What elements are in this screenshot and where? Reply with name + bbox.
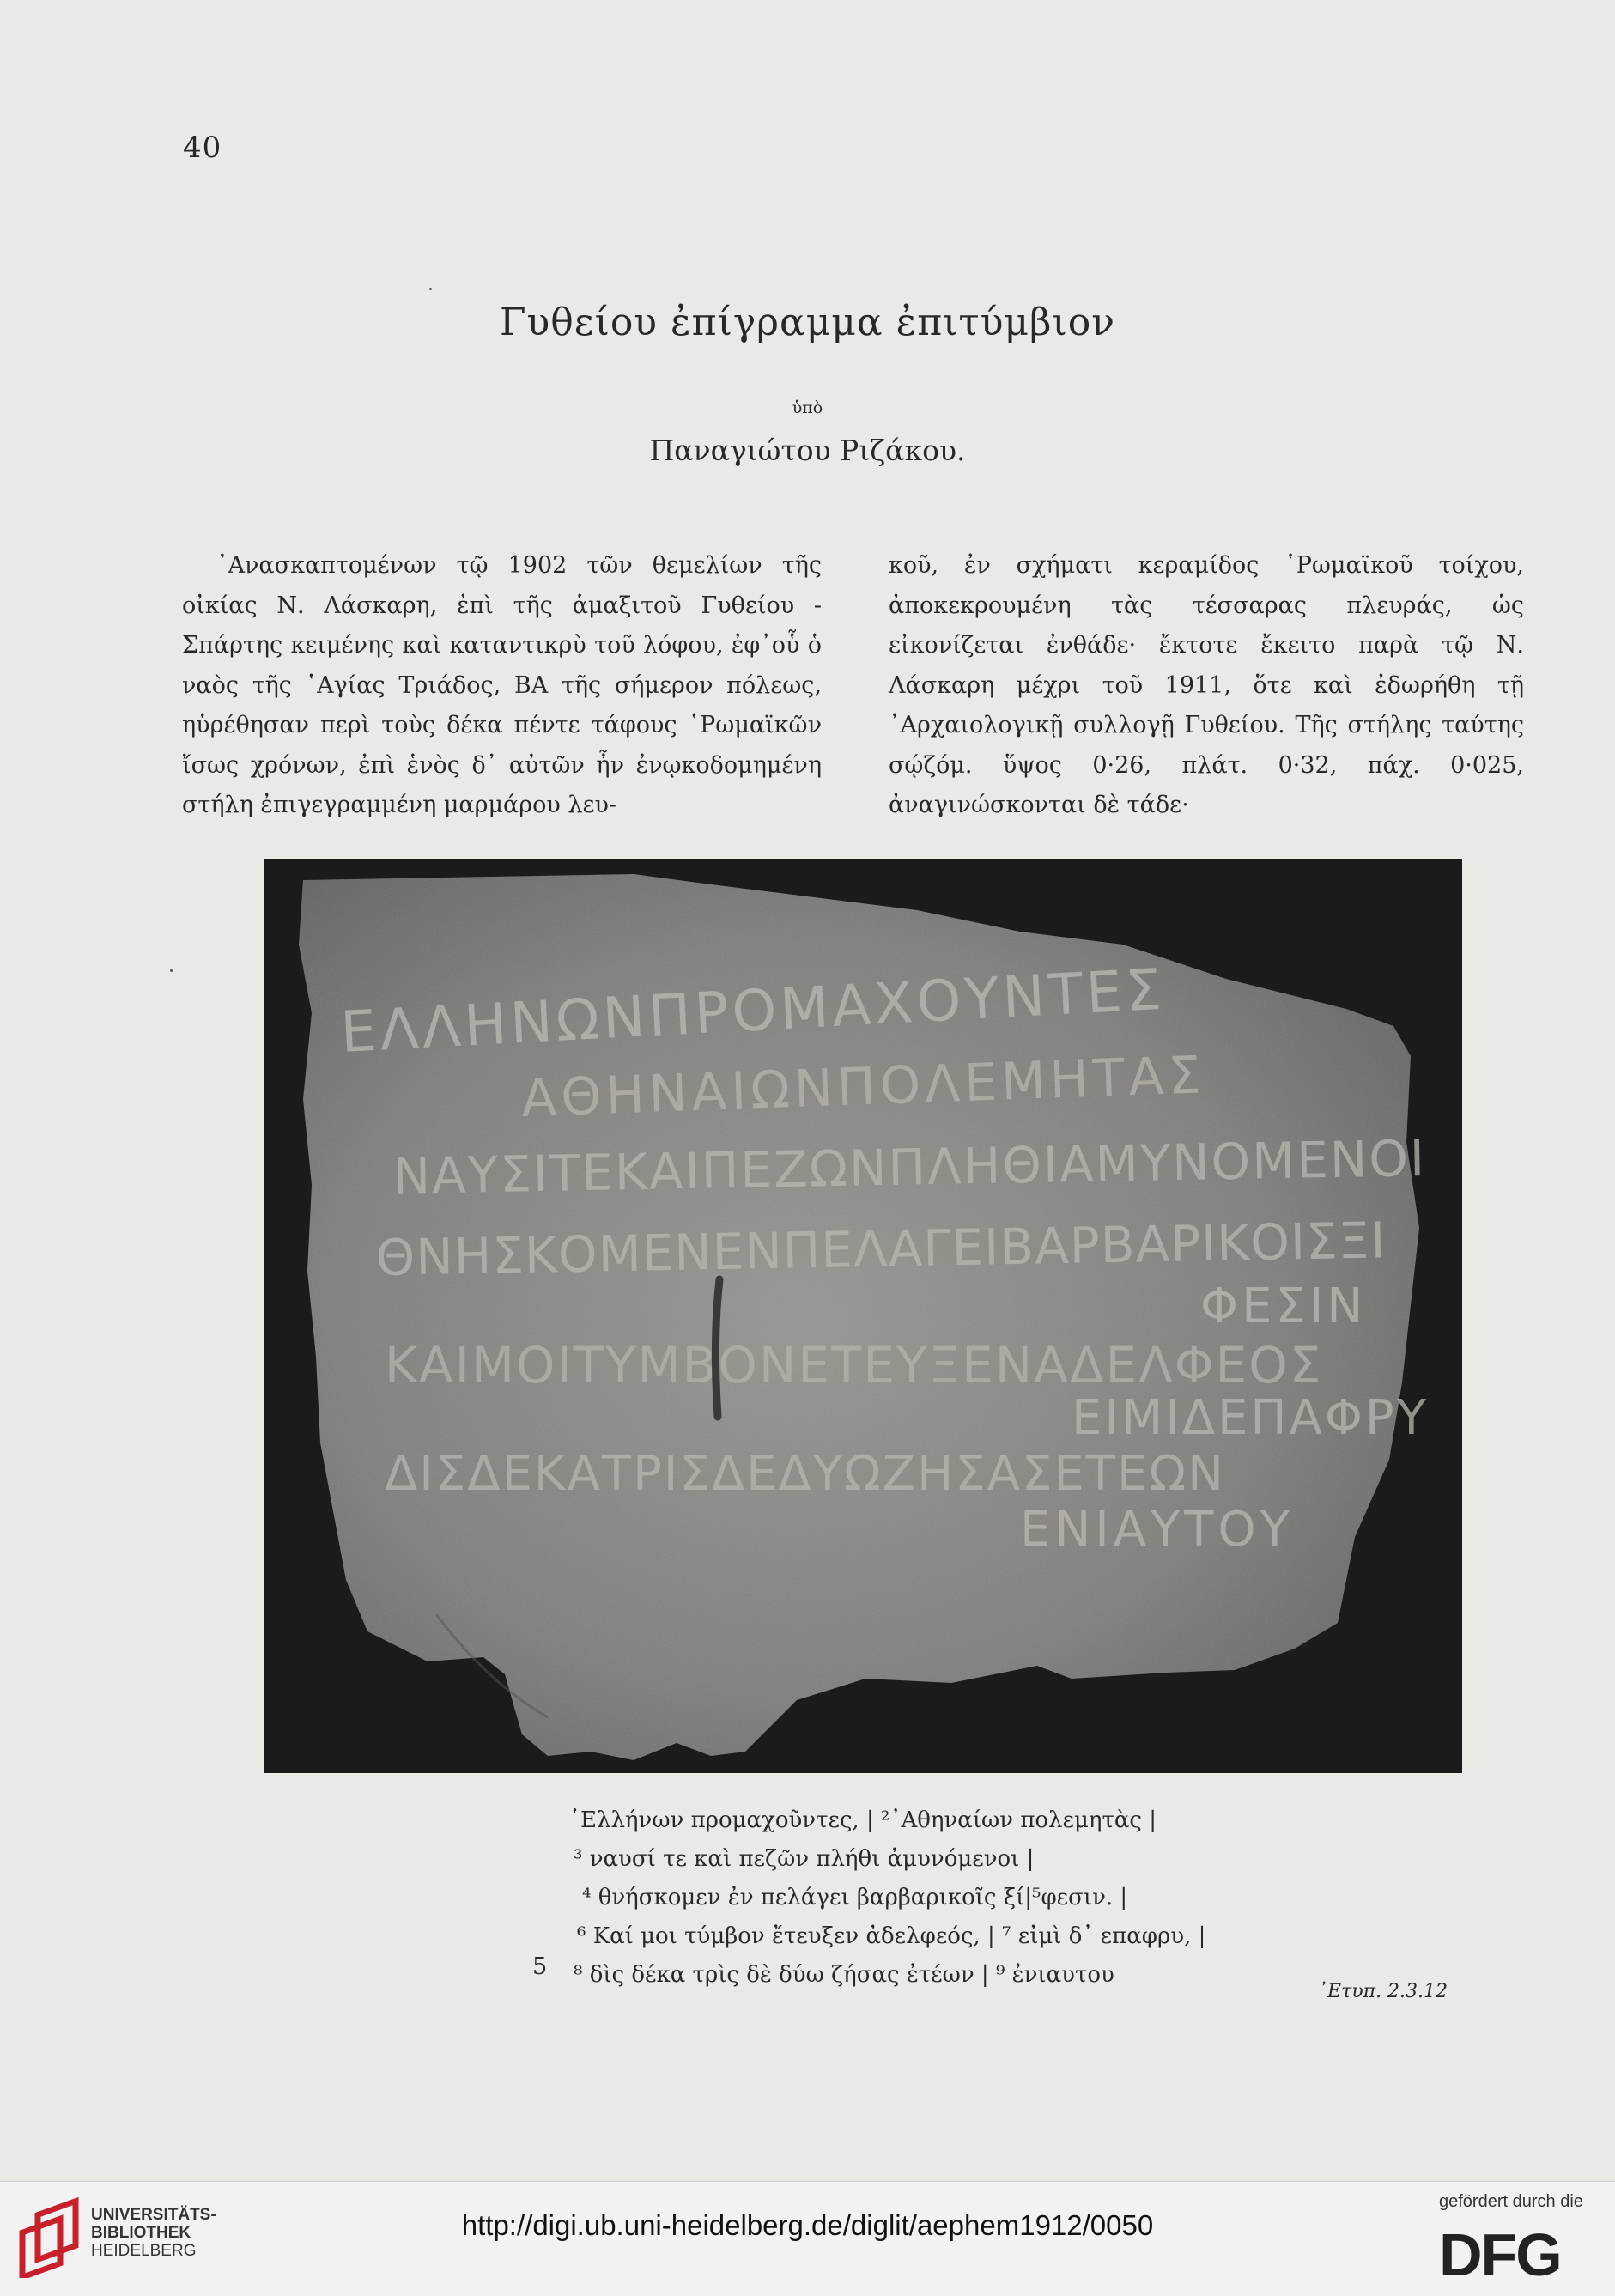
page-number: 40 [183,131,222,165]
print-speck [429,288,432,290]
print-speck [170,969,173,972]
carved-line-2: ΑΘΗΝΑΙΩΝΠΟΛΕΜΗΤΑΣ [520,1045,1206,1129]
author-name: Παναγιώτου Ριζάκου. [649,434,966,467]
digitization-url-link[interactable]: http://digi.ub.uni-heidelberg.de/diglit/aephem1912/0050 [461,2209,1154,2241]
dfg-logo-text: DFG [1439,2222,1561,2282]
library-name-line-2: BIBLIOTHEK [91,2224,191,2242]
inscription-line-2: ³ ναυσί τε καὶ πεζῶν πλήθι ἀμυνόμενοι | [574,1846,1035,1872]
inscription-photograph [264,859,1462,1773]
verse-line-number: 5 [532,1953,548,1980]
dfg-logo[interactable] [1439,2222,1589,2282]
body-text-right-column: κοῦ, ἐν σχήματι κεραμίδος ῾Ρωμαϊκοῦ τοίχου, ἀποκεκρουμένη τὰς τέσσαρας πλευράς, ὡς εἰκονίζεται ἐνθάδε· ἔκτοτε ἔκειτο παρὰ τῷ Ν. Λάσκαρη μέχρι τοῦ 1911, ὅτε καὶ ἐδωρήθη τῇ ᾿Αρχαιολογικῇ συλλογῇ Γυθείου. Τῆς στήλης ταύτης σῴζόμ. ὕψος 0·26, πλάτ. 0·32, πάχ. 0·025, ἀναγινώσκονται δὲ τάδε· [889,552,1524,818]
reference-note: ᾿Ετυπ. 2.3.12 [1318,1981,1448,2002]
stele-image [264,859,1462,1773]
inscription-line-3: ⁴ θνήσκομεν ἐν πελάγει βαρβαρικοῖς ξί|⁵φεσιν. | [582,1885,1128,1910]
inscription-line-1: ῾Ελλήνων προμαχοῦντες, | ²᾿Αθηναίων πολεμητὰς | [569,1807,1157,1833]
carved-line-1: ΕΛΛΗΝΩΝΠΡΟΜΑΧΟΥΝΤΕΣ [338,956,1167,1066]
carved-line-9: ΕΝΙΑΥΤΟΥ [1020,1502,1294,1558]
byline-preposition: ὑπὸ [792,398,823,417]
carved-line-8: ΔΙΣΔΕΚΑΤΡΙΣΔΕΔΥΩΖΗΣΑΣΕΤΕΩΝ [385,1446,1226,1502]
carved-line-7: ΕΙΜΙΔΕΠΑΦΡΥ [1072,1390,1429,1446]
body-text-left-column: ᾿Ανασκαπτομένων τῷ 1902 τῶν θεμελίων τῆς οἰκίας Ν. Λάσκαρη, ἐπὶ τῆς ἁμαξιτοῦ Γυθείου - Σπάρτης κειμένης καὶ καταντικρὺ τοῦ λόφου, ἐφ᾿οὗ ὁ ναὸς τῆς ῾Αγίας Τριάδος, ΒΑ τῆς σήμερον πόλεως, ηὑρέθησαν περὶ τοὺς δέκα πέντε τάφους ῾Ρωμαϊκῶν ἴσως χρόνων, ἐπὶ ἑνὸς δ᾿ αὐτῶν ἦν ἐνῳκοδομημένη στήλη ἐπιγεγραμμένη μαρμάρου λευ- [182,552,822,818]
carved-line-5: ΦΕΣΙΝ [1200,1279,1367,1334]
carved-line-6: ΚΑΙΜΟΙΤΥΜΒΟΝΕΤΕΥΞΕΝΑΔΕΛΦΕΟΣ [385,1336,1323,1394]
carved-line-4: ΘΝΗΣΚΟΜΕΝΕΝΠΕΛΑΓΕΙΒΑΡΒΑΡΙΚΟΙΣΞΙ [375,1211,1387,1287]
library-name-line-3: HEIDELBERG [91,2242,197,2260]
inscription-line-4: ⁶ Καί μοι τύμβον ἔτευξεν ἀδελφεός, | ⁷ εἰμὶ δ᾿ επαφρυ, | [577,1923,1206,1949]
carved-line-3: ΝΑΥΣΙΤΕΚΑΙΠΕΖΩΝΠΛΗΘΙΑΜΥΝΟΜΕΝΟΙ [392,1129,1427,1206]
library-name-line-1: UNIVERSITÄTS- [91,2206,216,2224]
inscription-line-5: ⁸ δὶς δέκα τρὶς δὲ δύω ζήσας ἐτέων | ⁹ ἐνιαυτου [574,1962,1114,1988]
article-title: Γυθείου ἐπίγραμμα ἐπιτύμβιον [500,301,1115,344]
sponsor-label: gefördert durch die [1439,2192,1583,2211]
